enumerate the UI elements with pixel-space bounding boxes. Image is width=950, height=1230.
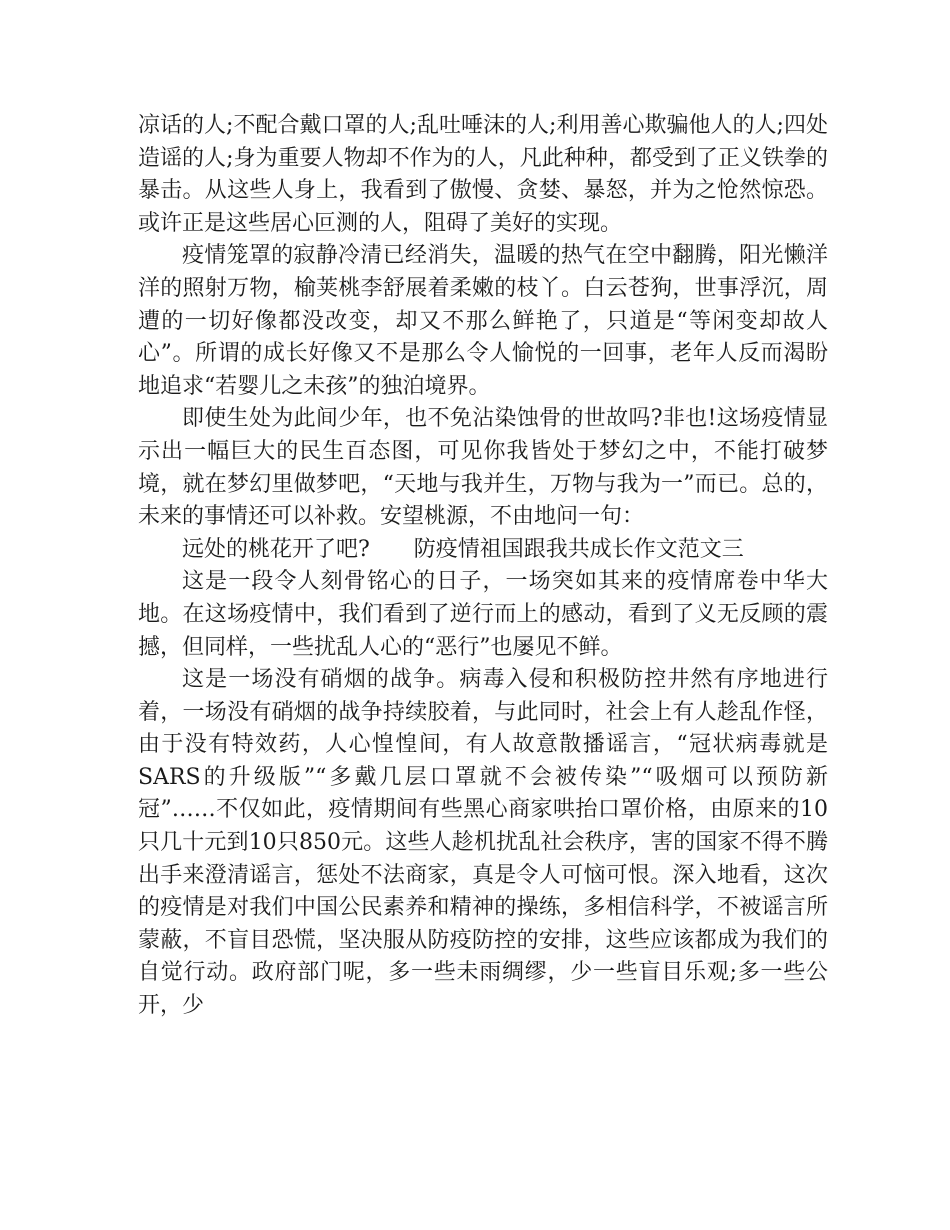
paragraph: 这是一场没有硝烟的战争。病毒入侵和积极防控井然有序地进行着，一场没有硝烟的战争持续胶着，与此同时，社会上有人趁乱作怪，由于没有特效药，人心惶惶间，有人故意散播谣言，“冠状病毒就是SARS的升级版”“多戴几层口罩就不会被传染”“吸烟可以预防新冠”……不仅如此，疫情期间有些黑心商家哄抬口罩价格，由原来的10只几十元到10只850元。这些人趁机扰乱社会秩序，害的国家不得不腾出手来澄清谣言，惩处不法商家，真是令人可恼可恨。深入地看，这次的疫情是对我们中国公民素养和精神的操练，多相信科学，不被谣言所蒙蔽，不盲目恐慌，坚决服从防疫防控的安排，这些应该都成为我们的自觉行动。政府部门呢，多一些未雨绸缪，少一些盲目乐观;多一些公开，少 [138,667,828,1019]
question-line: 远处的桃花开了吧? [182,536,370,562]
paragraph-continuation: 凉话的人;不配合戴口罩的人;乱吐唾沫的人;利用善心欺骗他人的人;四处造谣的人;身为重要人物却不作为的人，凡此种种，都受到了正义铁拳的暴击。从这些人身上，我看到了傲慢、贪婪、暴怒，并为之怆然惊恐。或许正是这些居心叵测的人，阻碍了美好的实现。 [138,113,828,236]
paragraph: 即使生处为此间少年，也不免沾染蚀骨的世故吗?非也!这场疫情显示出一幅巨大的民生百态图，可见你我皆处于梦幻之中，不能打破梦境，就在梦幻里做梦吧，“天地与我并生，万物与我为一”而已。总的，未来的事情还可以补救。安望桃源，不由地问一句： [138,406,828,530]
paragraph: 疫情笼罩的寂静冷清已经消失，温暖的热气在空中翻腾，阳光懒洋洋的照射万物，榆荚桃李舒展着柔嫩的枝丫。白云苍狗，世事浮沉，周遭的一切好像都没改变，却又不那么鲜艳了，只道是“等闲变却故人心”。所谓的成长好像又不是那么令人愉悦的一回事，老年人反而渴盼地追求“若婴儿之未孩”的独泊境界。 [138,243,828,399]
section-title: 防疫情祖国跟我共成长作文范文三 [413,536,744,562]
paragraph: 这是一段令人刻骨铭心的日子，一场突如其来的疫情席卷中华大地。在这场疫情中，我们看到了逆行而上的感动，看到了义无反顾的震撼，但同样，一些扰乱人心的“恶行”也屡见不鲜。 [138,569,828,660]
question-and-section-title-line [138,534,828,567]
document-body [138,110,828,1023]
